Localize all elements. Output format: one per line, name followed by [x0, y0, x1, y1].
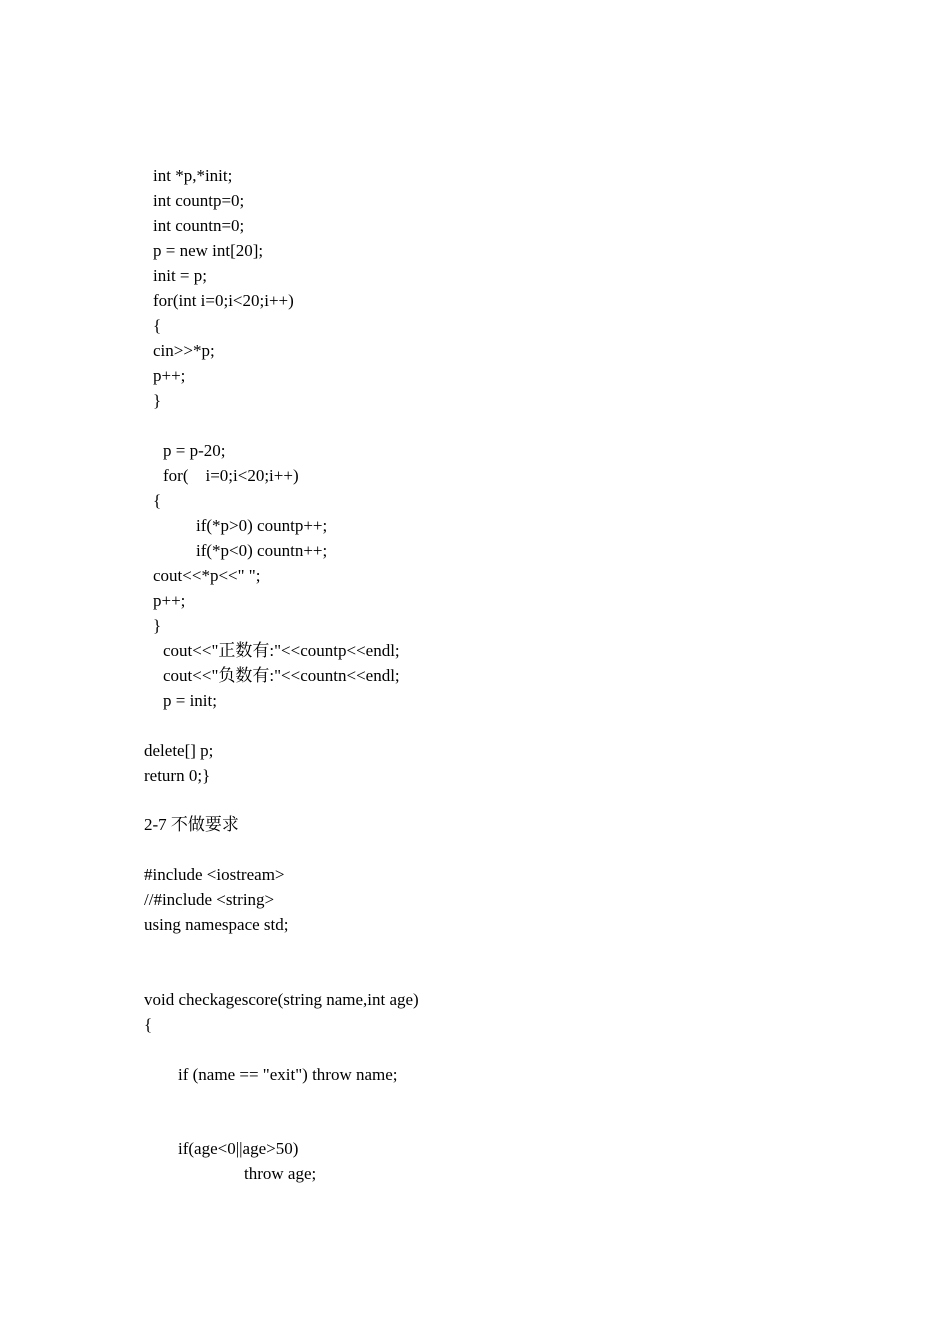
- code-line: init = p;: [153, 266, 207, 285]
- code-line: if(*p>0) countp++;: [196, 516, 328, 535]
- code-line: return 0;}: [144, 766, 211, 785]
- code-line: for( i=0;i<20;i++): [163, 466, 299, 485]
- code-line: delete[] p;: [144, 741, 214, 760]
- section-heading: 2-7 不做要求: [144, 815, 239, 834]
- code-line: //#include <string>: [144, 890, 275, 909]
- code-line: if (name == "exit") throw name;: [178, 1065, 398, 1084]
- code-line: cout<<"负数有:"<<countn<<endl;: [163, 666, 400, 685]
- code-line: if(age<0||age>50): [178, 1139, 299, 1158]
- code-line: p = p-20;: [163, 441, 226, 460]
- code-line: {: [144, 1015, 153, 1034]
- code-line: }: [153, 616, 162, 635]
- code-line: using namespace std;: [144, 915, 289, 934]
- code-line: int *p,*init;: [153, 166, 233, 185]
- code-line: cout<<"正数有:"<<countp<<endl;: [163, 641, 400, 660]
- code-line: p = new int[20];: [153, 241, 264, 260]
- code-line: }: [153, 391, 162, 410]
- code-line: int countn=0;: [153, 216, 245, 235]
- code-line: cout<<*p<<" ";: [153, 566, 261, 585]
- code-line: cin>>*p;: [153, 341, 215, 360]
- code-line: {: [153, 316, 162, 335]
- code-line: int countp=0;: [153, 191, 245, 210]
- code-line: void checkagescore(string name,int age): [144, 990, 419, 1009]
- code-line: #include <iostream>: [144, 865, 285, 884]
- code-line: for(int i=0;i<20;i++): [153, 291, 294, 310]
- code-line: p = init;: [163, 691, 217, 710]
- code-line: {: [153, 491, 162, 510]
- code-line: if(*p<0) countn++;: [196, 541, 328, 560]
- code-line: throw age;: [244, 1164, 317, 1183]
- code-line: p++;: [153, 591, 186, 610]
- code-line: p++;: [153, 366, 186, 385]
